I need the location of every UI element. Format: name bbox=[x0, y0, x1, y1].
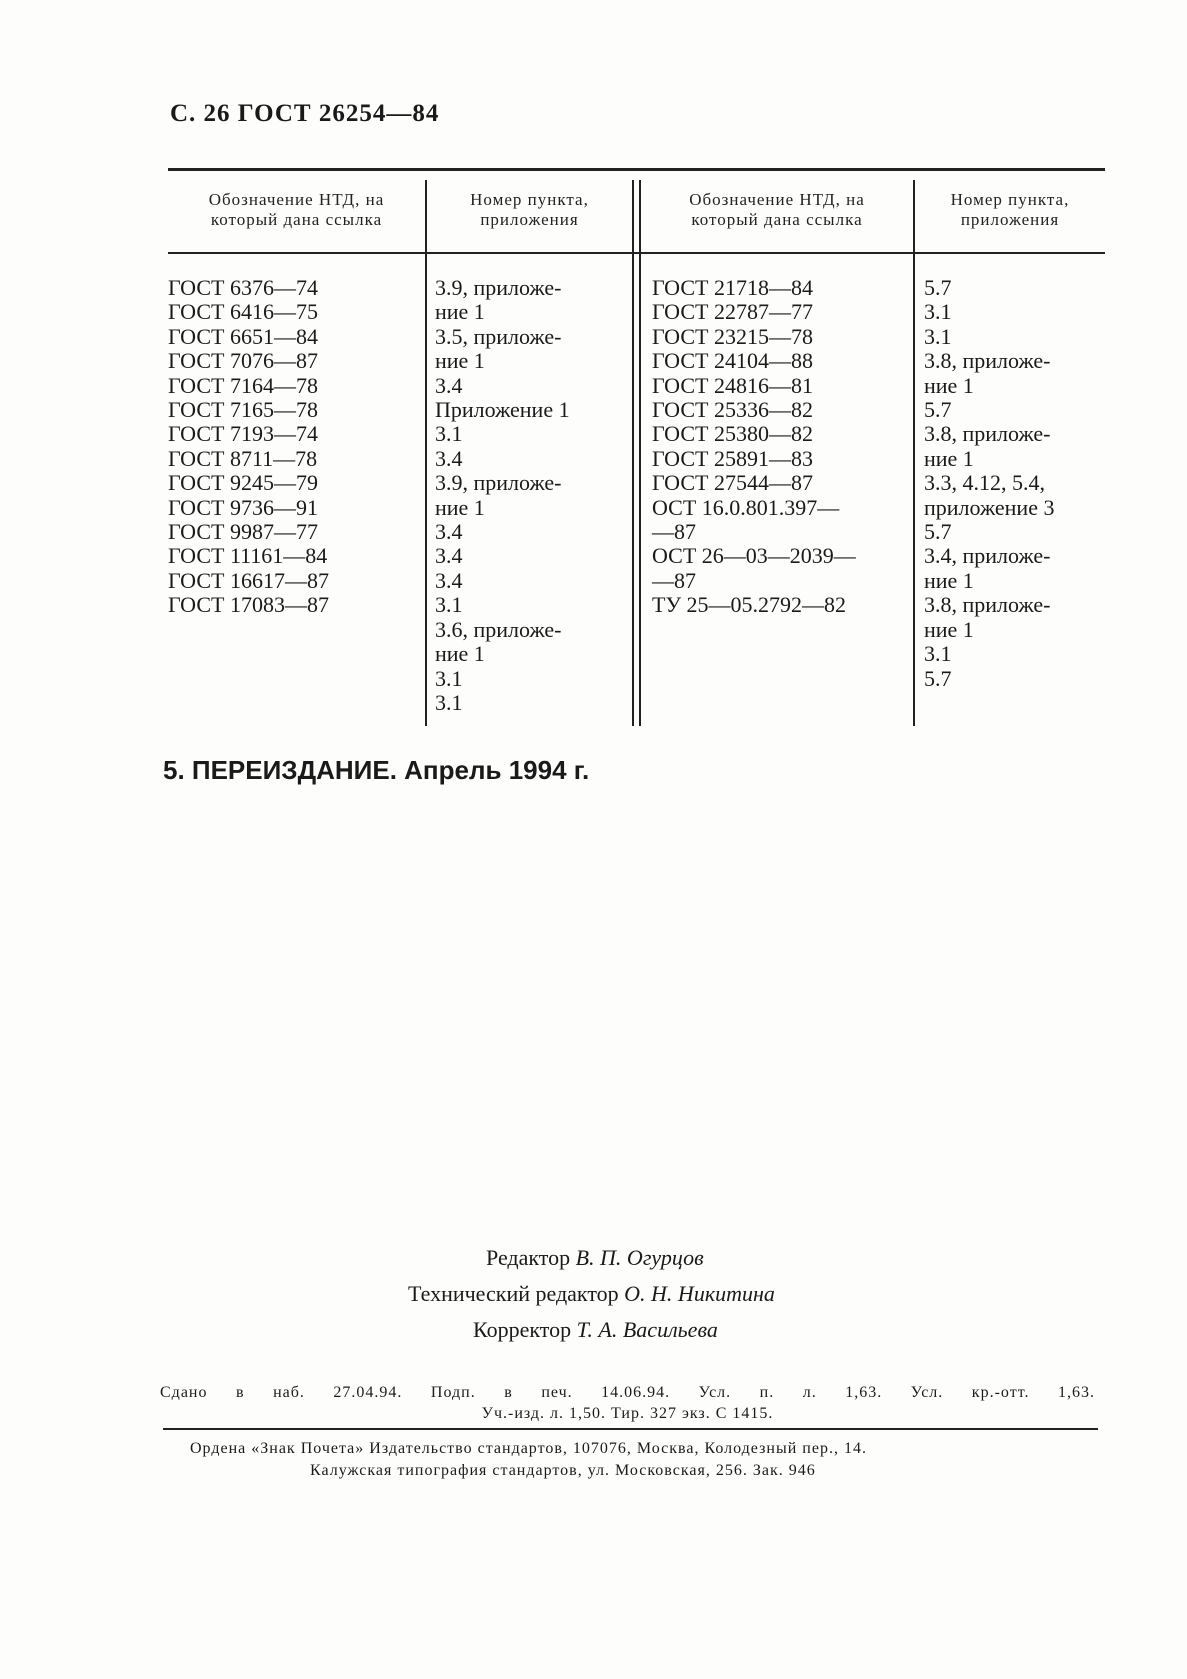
document-cell: ГОСТ 21718—84 bbox=[652, 275, 813, 300]
document-cell: ГОСТ 6651—84 bbox=[168, 323, 318, 349]
column-divider bbox=[639, 180, 641, 726]
document-cell: ГОСТ 6376—74 bbox=[168, 275, 318, 300]
document-cell: ГОСТ 7165—78 bbox=[168, 397, 318, 423]
document-cell: ГОСТ 23215—78 bbox=[652, 323, 813, 349]
clause-cell: 5.7 bbox=[924, 275, 952, 300]
clause-cell: 3.4 bbox=[435, 372, 463, 398]
clause-cell: 3.5, приложе- ние 1 bbox=[435, 323, 562, 374]
table-header-rule bbox=[168, 252, 1105, 254]
section-title: 5. ПЕРЕИЗДАНИЕ. Апрель 1994 г. bbox=[163, 755, 590, 785]
clause-cell: 3.8, приложе- ние 1 bbox=[924, 348, 1051, 398]
right-clause-column bbox=[924, 276, 1104, 691]
document-cell: ОСТ 26—03—2039— —87 bbox=[652, 543, 856, 593]
document-cell: ГОСТ 11161—84 bbox=[168, 543, 328, 569]
imprint-block bbox=[160, 1382, 1095, 1424]
document-cell: ОСТ 16.0.801.397— —87 bbox=[652, 494, 840, 545]
document-cell: ГОСТ 24104—88 bbox=[652, 348, 813, 374]
document-cell: ГОСТ 7193—74 bbox=[168, 421, 318, 447]
header-clause-right: Номер пункта, приложения bbox=[950, 190, 1070, 229]
clause-cell: 3.8, приложе- ние 1 bbox=[924, 421, 1051, 471]
imprint-rule bbox=[163, 1428, 1098, 1430]
header-document-left: Обозначение НТД, на который дана ссылка bbox=[208, 190, 385, 229]
document-cell: ГОСТ 27544—87 bbox=[652, 470, 813, 496]
header-clause-left: Номер пункта, приложения bbox=[470, 190, 589, 229]
imprint-line: Сдано в наб. 27.04.94. Подп. в печ. 14.06.94. Усл. п. л. 1,63. Усл. кр.-отт. 1,63. bbox=[160, 1384, 1095, 1401]
document-cell: ТУ 25—05.2792—82 bbox=[652, 592, 847, 618]
clause-cell: Приложение 1 bbox=[435, 397, 570, 423]
clause-cell: 3.8, приложе- ние 1 bbox=[924, 592, 1051, 642]
tech-editor-name: О. Н. Никитина bbox=[624, 1281, 775, 1306]
right-document-column bbox=[652, 276, 910, 618]
clause-cell: 3.6, приложе- ние 1 bbox=[435, 616, 562, 667]
tech-editor-credit bbox=[408, 1276, 775, 1312]
document-cell: ГОСТ 9736—91 bbox=[168, 494, 318, 520]
document-cell: ГОСТ 7076—87 bbox=[168, 348, 318, 374]
corrector-credit bbox=[473, 1312, 718, 1348]
document-cell: ГОСТ 25380—82 bbox=[652, 421, 813, 447]
document-cell: ГОСТ 6416—75 bbox=[168, 299, 318, 325]
clause-cell: 3.9, приложе- ние 1 bbox=[435, 470, 562, 520]
references-table bbox=[168, 168, 1105, 728]
clause-cell: 5.7 bbox=[924, 665, 952, 691]
clause-cell: 3.3, 4.12, 5.4, приложение 3 bbox=[924, 470, 1055, 520]
printer-line: Калужская типография стандартов, ул. Московская, 256. Зак. 946 bbox=[310, 1462, 816, 1479]
clause-cell: 3.4 bbox=[435, 445, 463, 471]
publisher-block bbox=[190, 1438, 1090, 1482]
document-cell: ГОСТ 24816—81 bbox=[652, 372, 813, 398]
page-header: С. 26 ГОСТ 26254—84 bbox=[170, 100, 440, 127]
document-cell: ГОСТ 25336—82 bbox=[652, 397, 813, 423]
clause-cell: 3.1 bbox=[435, 592, 463, 618]
tech-editor-label: Технический редактор bbox=[408, 1281, 619, 1306]
clause-cell: 3.4 bbox=[435, 519, 463, 545]
corrector-name: Т. А. Васильева bbox=[576, 1317, 718, 1342]
document-cell: ГОСТ 17083—87 bbox=[168, 592, 329, 618]
editor-label: Редактор bbox=[486, 1245, 571, 1270]
editor-credit bbox=[486, 1240, 704, 1276]
document-cell: ГОСТ 9245—79 bbox=[168, 470, 318, 496]
imprint-line: Уч.-изд. л. 1,50. Тир. 327 экз. С 1415. bbox=[481, 1405, 774, 1422]
document-cell: ГОСТ 25891—83 bbox=[652, 445, 813, 471]
document-cell: ГОСТ 7164—78 bbox=[168, 372, 318, 398]
document-cell: ГОСТ 16617—87 bbox=[168, 567, 329, 593]
clause-cell: 3.9, приложе- ние 1 bbox=[435, 275, 562, 325]
corrector-label: Корректор bbox=[473, 1317, 572, 1342]
left-clause-column bbox=[435, 276, 630, 715]
column-divider bbox=[425, 180, 427, 726]
table-top-rule bbox=[168, 168, 1105, 171]
column-divider bbox=[632, 180, 634, 726]
clause-cell: 3.4 bbox=[435, 567, 463, 593]
publisher-line: Ордена «Знак Почета» Издательство стандартов, 107076, Москва, Колодезный пер., 14. bbox=[190, 1440, 867, 1457]
clause-cell: 5.7 bbox=[924, 397, 952, 423]
clause-cell: 3.1 bbox=[924, 641, 952, 667]
editor-name: В. П. Огурцов bbox=[575, 1245, 704, 1270]
document-cell: ГОСТ 8711—78 bbox=[168, 445, 318, 471]
header-document-right: Обозначение НТД, на который дана ссылка bbox=[689, 190, 865, 229]
clause-cell: 3.1 bbox=[924, 299, 952, 325]
left-document-column bbox=[168, 276, 418, 618]
clause-cell: 3.4 bbox=[435, 543, 463, 569]
clause-cell: 3.1 bbox=[924, 323, 952, 349]
clause-cell: 3.1 bbox=[435, 689, 463, 715]
document-cell: ГОСТ 9987—77 bbox=[168, 519, 318, 545]
document-cell: ГОСТ 22787—77 bbox=[652, 299, 813, 325]
clause-cell: 5.7 bbox=[924, 519, 952, 545]
clause-cell: 3.1 bbox=[435, 665, 463, 691]
column-divider bbox=[913, 180, 915, 726]
clause-cell: 3.4, приложе- ние 1 bbox=[924, 543, 1051, 593]
clause-cell: 3.1 bbox=[435, 421, 463, 447]
